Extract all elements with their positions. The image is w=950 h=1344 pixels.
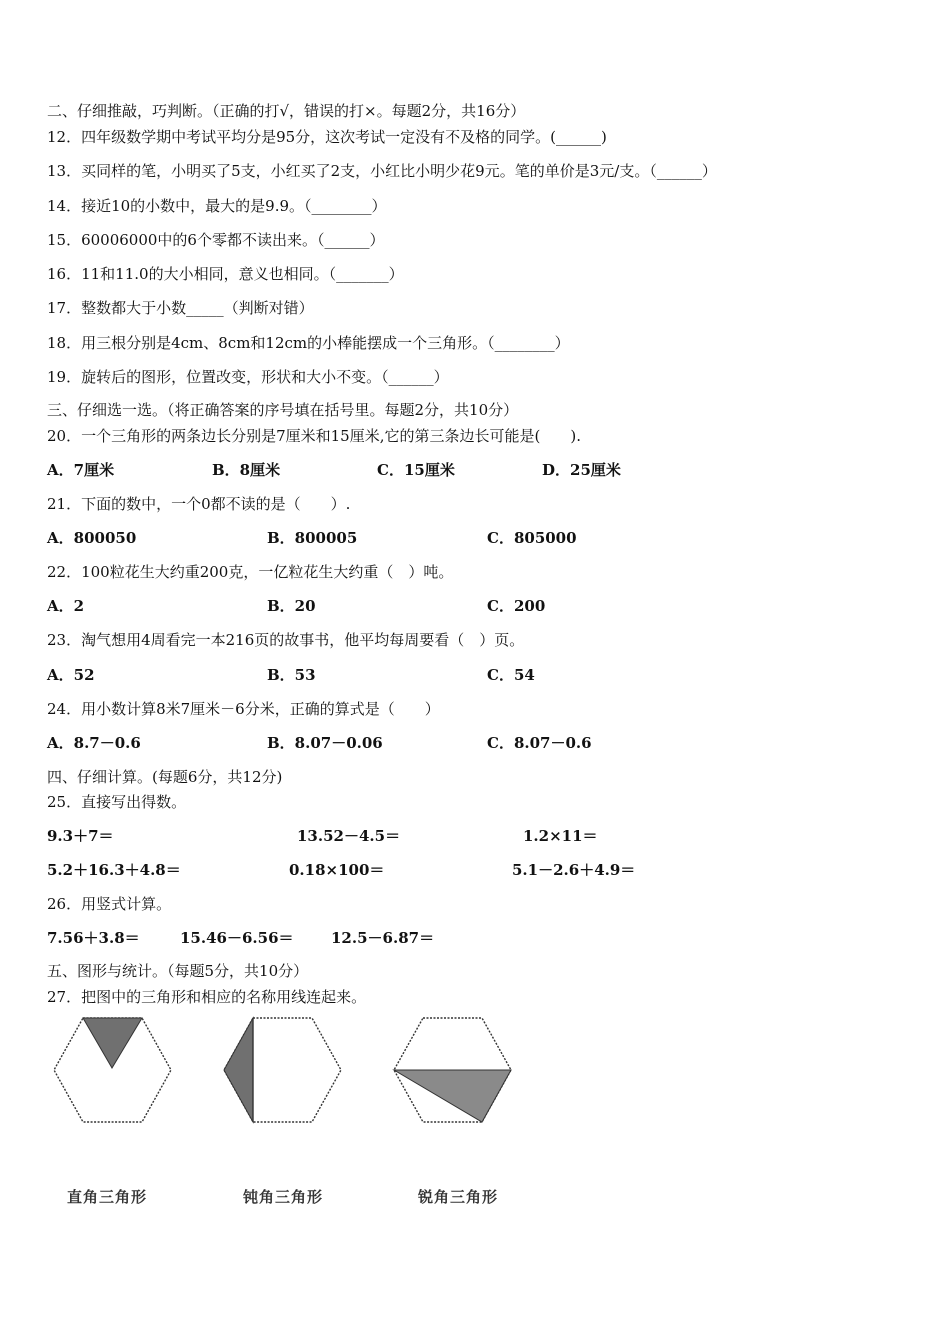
q20-option-a: A．7厘米	[47, 461, 115, 479]
vertical-calc-item: 15.46－6.56＝	[180, 929, 294, 947]
section-4-title: 四、仔细计算。(每题6分，共12分)	[47, 768, 283, 786]
vertical-calc-item: 12.5－6.87＝	[331, 929, 435, 947]
section-5-title: 五、图形与统计。（每题5分，共10分）	[47, 962, 309, 980]
question-13: 13．买同样的笔，小明买了5支，小红买了2支，小红比小明少花9元。笔的单价是3元/支。（______）	[47, 162, 717, 180]
q21-option-c: C．805000	[487, 529, 577, 547]
calc-item: 1.2×11＝	[523, 827, 598, 845]
label-obtuse-triangle: 钝角三角形	[243, 1188, 324, 1206]
question-27: 27．把图中的三角形和相应的名称用线连起来。	[47, 988, 367, 1006]
question-16: 16．11和11.0的大小相同，意义也相同。（_______）	[47, 265, 404, 283]
calc-item: 5.1－2.6＋4.9＝	[512, 861, 636, 879]
hexagon-figure-1	[50, 1015, 175, 1125]
section-3-title: 三、仔细选一选。（将正确答案的序号填在括号里。每题2分，共10分）	[47, 401, 519, 419]
question-17: 17．整数都大于小数_____（判断对错）	[47, 299, 314, 317]
hexagon-figure-3	[390, 1015, 515, 1125]
calc-item: 9.3＋7＝	[47, 827, 114, 845]
q23-option-b: B．53	[267, 666, 316, 684]
question-18: 18．用三根分别是4cm、8cm和12cm的小棒能摆成一个三角形。（________）	[47, 334, 570, 352]
question-23: 23．淘气想用4周看完一本216页的故事书，他平均每周要看（ ）页。	[47, 631, 525, 649]
q24-option-b: B．8.07－0.06	[267, 734, 383, 752]
q21-option-b: B．800005	[267, 529, 358, 547]
question-26: 26．用竖式计算。	[47, 895, 172, 913]
question-14: 14．接近10的小数中，最大的是9.9。（________）	[47, 197, 387, 215]
question-20: 20．一个三角形的两条边长分别是7厘米和15厘米,它的第三条边长可能是( ).	[47, 427, 581, 445]
q20-option-c: C．15厘米	[377, 461, 455, 479]
q22-option-c: C．200	[487, 597, 546, 615]
q20-option-b: B．8厘米	[212, 461, 281, 479]
question-25: 25．直接写出得数。	[47, 793, 187, 811]
section-2-title: 二、仔细推敲，巧判断。（正确的打√，错误的打×。每题2分，共16分）	[47, 102, 526, 120]
q24-option-a: A．8.7－0.6	[47, 734, 141, 752]
question-12: 12．四年级数学期中考试平均分是95分，这次考试一定没有不及格的同学。(______)	[47, 128, 607, 146]
q23-option-a: A．52	[47, 666, 95, 684]
label-right-triangle: 直角三角形	[67, 1188, 148, 1206]
question-21: 21．下面的数中，一个0都不读的是（ ）.	[47, 495, 351, 513]
vertical-calc-item: 7.56＋3.8＝	[47, 929, 140, 947]
question-22: 22．100粒花生大约重200克，一亿粒花生大约重（ ）吨。	[47, 563, 454, 581]
q22-option-b: B．20	[267, 597, 316, 615]
calc-item: 5.2＋16.3＋4.8＝	[47, 861, 181, 879]
question-24: 24．用小数计算8米7厘米－6分米，正确的算式是（ ）	[47, 700, 440, 718]
question-19: 19．旋转后的图形，位置改变，形状和大小不变。（______）	[47, 368, 449, 386]
q23-option-c: C．54	[487, 666, 535, 684]
calc-item: 13.52－4.5＝	[297, 827, 401, 845]
q24-option-c: C．8.07－0.6	[487, 734, 592, 752]
calc-item: 0.18×100＝	[289, 861, 385, 879]
label-acute-triangle: 锐角三角形	[418, 1188, 499, 1206]
q21-option-a: A．800050	[47, 529, 137, 547]
q20-option-d: D．25厘米	[542, 461, 621, 479]
question-15: 15．60006000中的6个零都不读出来。（______）	[47, 231, 385, 249]
hexagon-figure-2	[220, 1015, 345, 1125]
q22-option-a: A．2	[47, 597, 85, 615]
